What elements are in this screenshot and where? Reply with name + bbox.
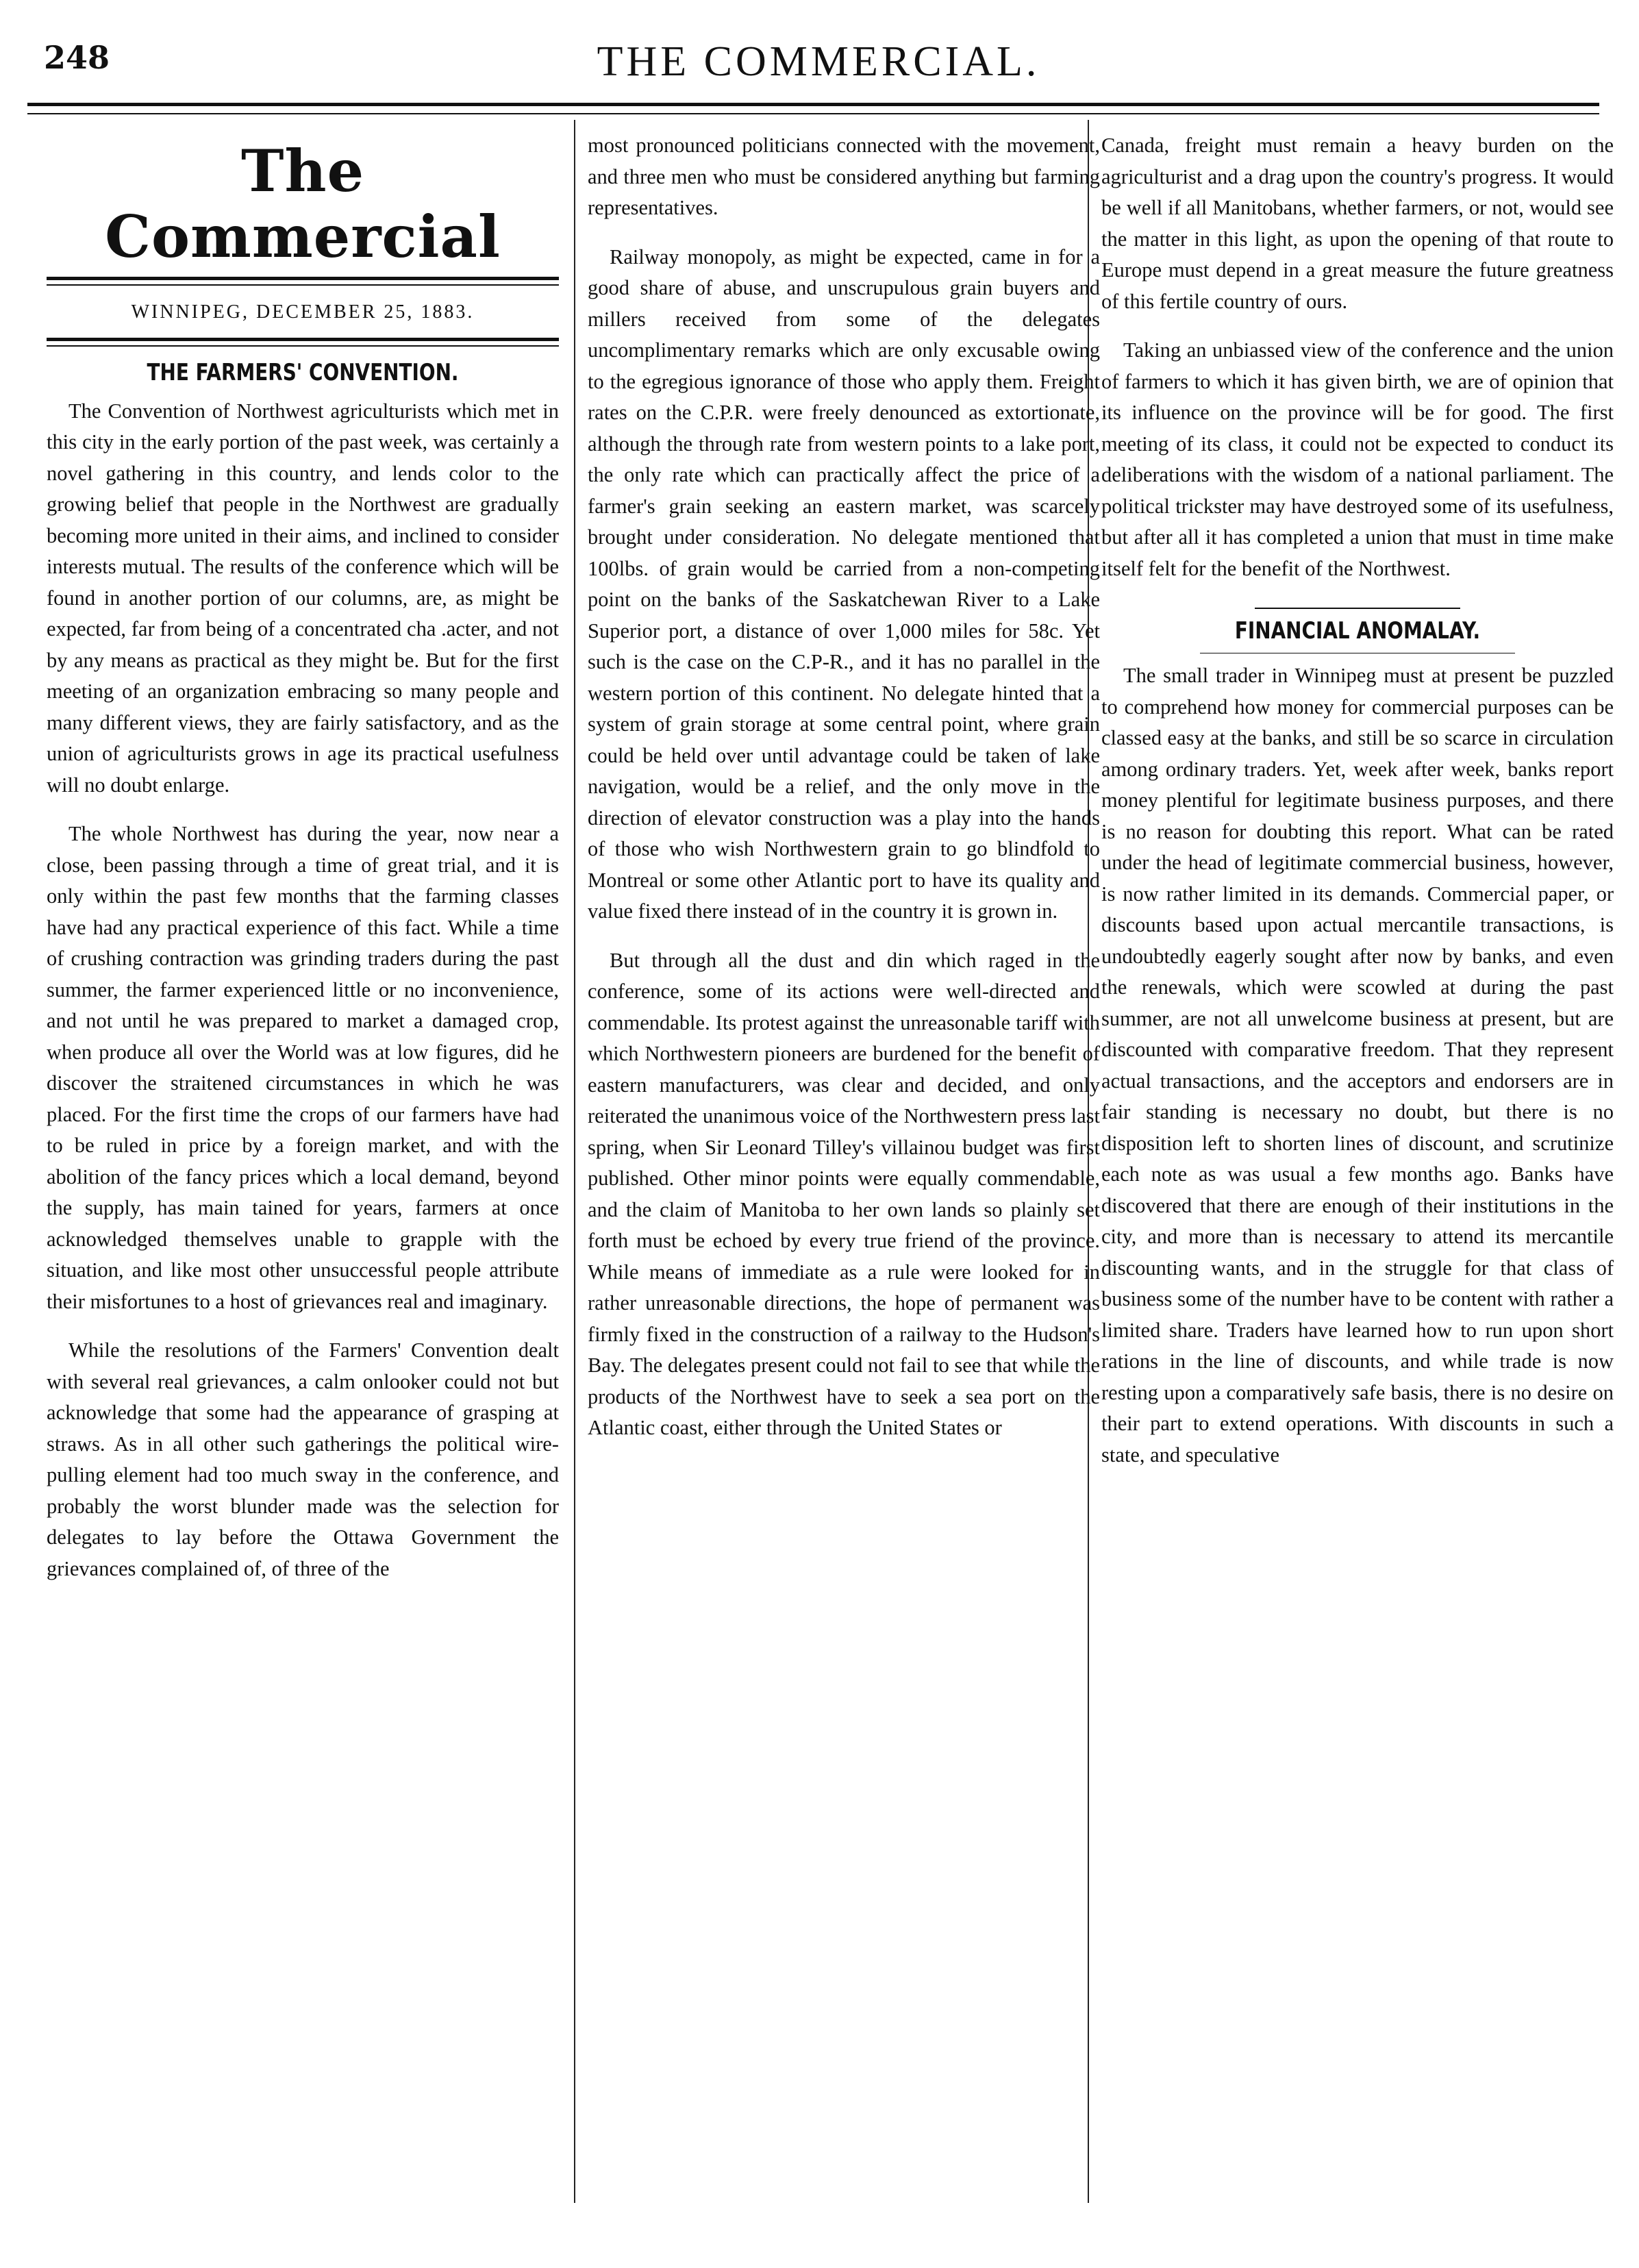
article-paragraph: Railway monopoly, as might be expected, came in for a good share of abuse, and unscrupulous grain buyers and millers received from some of the delegates uncomplimentary remarks which are only excusable owing to the egregious ignorance of those who apply them. Freight rates on the C.P.R. were freely denounced as extortionate, although the through rate from western points to a lake port, the only rate which can practically affect the price of a farmer's grain seeking an eastern market, was scarcely brought under consideration. No delegate mentioned that 100lbs. of grain would be carried from a non-competing point on the banks of the Saskatchewan River to a Lake Superior port, a distance of over 1,000 miles for 58c. Yet such is the case on the C.P-R., and it has no parallel in the western portion of this continent. No delegate hinted that a system of grain storage at some central point, where grain could be held over until advantage could be taken of lake navigation, would be a relief, and the only move in the direction of elevator construction was a play into the hands of those who wish Northwestern grain to go blindfold to Montreal or some other Atlantic port to have its quality and value fixed there instead of in the country it is grown in. xyxy=(588,245,1100,923)
article-paragraph: But through all the dust and din which raged in the conference, some of its actions were well-directed and commendable. Its protest against the unreasonable tariff with which Northwestern pioneers are burdened for the benefit of eastern manufacturers, was clear and decided, and only reiterated the unanimous voice of the Northwestern press last spring, when Sir Leonard Tilley's villainou budget was first published. Other minor points were equally commendable, and the claim of Manitoba to her own lands so plainly set forth must be echoed by every true friend of the province. While means of immediate as a rule were looked for in rather unreasonable directions, the hope of permanent was firmly fixed in the construction of a railway to the Hudson's Bay. The delegates present could not fail to see that while the products of the Northwest have to seek a sea port on the Atlantic coast, either through the United States or xyxy=(588,948,1100,1439)
article-paragraph: The whole Northwest has during the year, now near a close, been passing through a time of great trial, and it is only within the past few months that the farming classes have had any practical experience of this fact. While a time of crushing contraction was grinding traders during the past summer, the farmer experienced little or no inconvenience, and not until he was prepared to market a damaged crop, when produce all over the World was at low figures, did he discover the straitened circumstances in which he was placed. For the first time the crops of our farmers have had to be ruled in price by a foreign market, and with the abolition of the fancy prices which a local demand, beyond the supply, has main tained for years, farmers at once acknowledged themselves unable to grapple with the situation, and like most other unsuccessful people attribute their misfortunes to a host of grievances real and imaginary. xyxy=(47,822,559,1313)
masthead-rule xyxy=(47,277,559,286)
article-paragraph: Taking an unbiassed view of the conference and the union of farmers to which it has given birth, we are of opinion that its influence on the province will be for good. The first meeting of its class, it could not be expected to conduct its deliberations with the wisdom of a national parliament. The political trickster may have destroyed some of its usefulness, but after all it has completed a union that must in time make itself felt for the benefit of the Northwest. xyxy=(1101,338,1614,580)
running-title: THE COMMERCIAL. xyxy=(597,38,1040,85)
column-divider-1 xyxy=(574,120,575,2203)
section-rule xyxy=(1255,608,1460,609)
article-headline: FINANCIAL ANOMALAY. xyxy=(1234,617,1481,645)
article-paragraph: The Convention of Northwest agriculturists which met in this city in the early portion of the past week, was certainly a novel gathering in this country, and lends color to the growing belief that people in the Northwest are gradually becoming more united in their aims, and inclined to consider interests mutual. The results of the conference which will be found in another portion of our columns, are, as might be expected, far from being of a concentrated cha .acter, and not by any means as practical as they might be. But for the first meeting of an organization embracing so many people and many different views, they are fairly satisfactory, and as the union of agriculturists grows in age its practical usefulness will no doubt enlarge. xyxy=(47,399,559,797)
article-paragraph: The small trader in Winnipeg must at present be puzzled to comprehend how money for commercial purposes can be classed easy at the banks, and still be so scarce in circulation among ordinary traders. Yet, week after week, banks report money plentiful for legitimate business purposes, and there is no reason for doubting this report. What can be rated under the head of legitimate commercial business, however, is now rather limited in its demands. Commercial paper, or discounts based upon actual mercantile transactions, is undoubtedly eagerly sought after now by banks, and even the renewals, which were scowled at during the past summer, are not all unwelcome business at present, but are discounted with comparative freedom. That they represent actual transactions, and the acceptors and endorsers are in fair standing is necessary no doubt, but there is no disposition left to shorten lines of discount, and scrutinize each note as was usual a few months ago. Banks have discovered that there are enough of their institutions in the city, and more than is necessary to attend its mercantile discounting wants, and in the struggle for that class of business some of the number have to be content with rather a limited share. Traders have learned how to run upon short rations in the line of discounts, and while trade is now resting upon a comparatively safe basis, there is no desire on their part to extend operations. With discounts in such a state, and speculative xyxy=(1101,664,1614,1467)
column-2 xyxy=(588,130,1100,1444)
column-1 xyxy=(47,123,559,1584)
page-header xyxy=(34,38,1603,99)
page-number: 248 xyxy=(44,39,110,76)
dateline-rule xyxy=(47,338,559,347)
article-paragraph: While the resolutions of the Farmers' Convention dealt with several real grievances, a calm onlooker could not but acknowledge that some had the appearance of grasping at straws. As in all other such gatherings the political wire-pulling element had too much sway in the conference, and probably the worst blunder made was the selection for delegates to lay before the Ottawa Government the grievances complained of, of three of the xyxy=(47,1338,559,1580)
header-rule-thick xyxy=(27,103,1599,106)
article-paragraph: most pronounced politicians connected with the movement, and three men who must be considered anything but farming representatives. xyxy=(588,134,1100,219)
masthead-title: The Commercial xyxy=(105,137,501,271)
header-rule-thin xyxy=(27,113,1599,114)
article-paragraph: Canada, freight must remain a heavy burden on the agriculturist and a drag upon the country's progress. It would be well if all Manitobans, whether farmers, or not, would see the matter in this light, as upon the opening of that route to Europe must depend in a great measure the future greatness of this fertile country of ours. xyxy=(1101,134,1614,313)
article-headline: THE FARMERS' CONVENTION. xyxy=(147,358,459,386)
column-3 xyxy=(1101,130,1614,1471)
dateline: WINNIPEG, DECEMBER 25, 1883. xyxy=(131,301,475,323)
